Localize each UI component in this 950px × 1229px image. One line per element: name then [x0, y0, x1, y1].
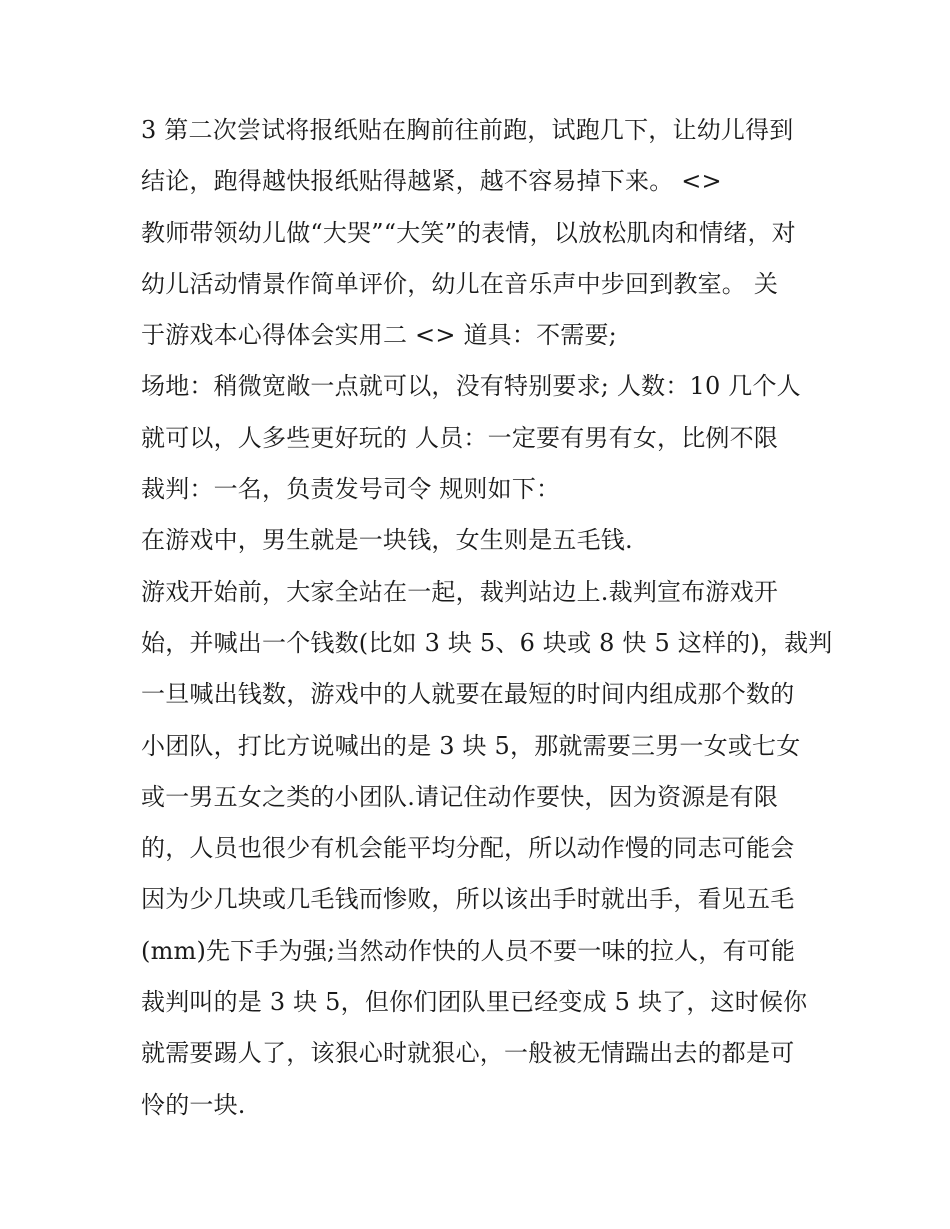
- text-line: 幼儿活动情景作简单评价，幼儿在音乐声中步回到教室。 关: [141, 269, 779, 298]
- text-line: 一旦喊出钱数，游戏中的人就要在最短的时间内组成那个数的: [141, 680, 795, 709]
- text-line: 裁判叫的是 3 块 5，但你们团队里已经变成 5 块了，这时候你: [141, 988, 808, 1017]
- text-line: 因为少几块或几毛钱而惨败，所以该出手时就出手，看见五毛: [141, 885, 795, 914]
- text-line: 就需要踢人了，该狠心时就狠心，一般被无情踹出去的都是可: [141, 1039, 795, 1068]
- text-line: 或一男五女之类的小团队.请记住动作要快，因为资源是有限: [141, 782, 779, 811]
- text-line: 教师带领幼儿做“大哭”“大笑”的表情，以放松肌肉和情绪，对: [141, 218, 796, 247]
- text-line: (mm)先下手为强;当然动作快的人员不要一味的拉人，有可能: [141, 936, 796, 965]
- text-line: 场地：稍微宽敞一点就可以，没有特别要求; 人数：10 几个人: [141, 372, 801, 401]
- text-line: 于游戏本心得体会实用二 <> 道具：不需要;: [141, 321, 617, 350]
- text-line: 始，并喊出一个钱数(比如 3 块 5、6 块或 8 快 5 这样的)，裁判: [141, 628, 833, 657]
- text-line: 小团队，打比方说喊出的是 3 块 5，那就需要三男一女或七女: [141, 731, 801, 760]
- text-line: 的，人员也很少有机会能平均分配，所以动作慢的同志可能会: [141, 834, 795, 863]
- text-line: 结论，跑得越快报纸贴得越紧，越不容易掉下来。 <>: [141, 167, 722, 196]
- text-line: 游戏开始前，大家全站在一起，裁判站边上.裁判宣布游戏开: [141, 577, 779, 606]
- text-line: 在游戏中，男生就是一块钱，女生则是五毛钱.: [141, 526, 633, 555]
- text-line: 3 第二次尝试将报纸贴在胸前往前跑，试跑几下，让幼儿得到: [141, 116, 794, 144]
- body-text: [141, 110, 841, 1136]
- text-line: 裁判：一名，负责发号司令 规则如下：: [141, 475, 561, 504]
- text-line: 就可以，人多些更好玩的 人员：一定要有男有女，比例不限: [141, 423, 779, 452]
- text-line: 怜的一块.: [141, 1090, 246, 1119]
